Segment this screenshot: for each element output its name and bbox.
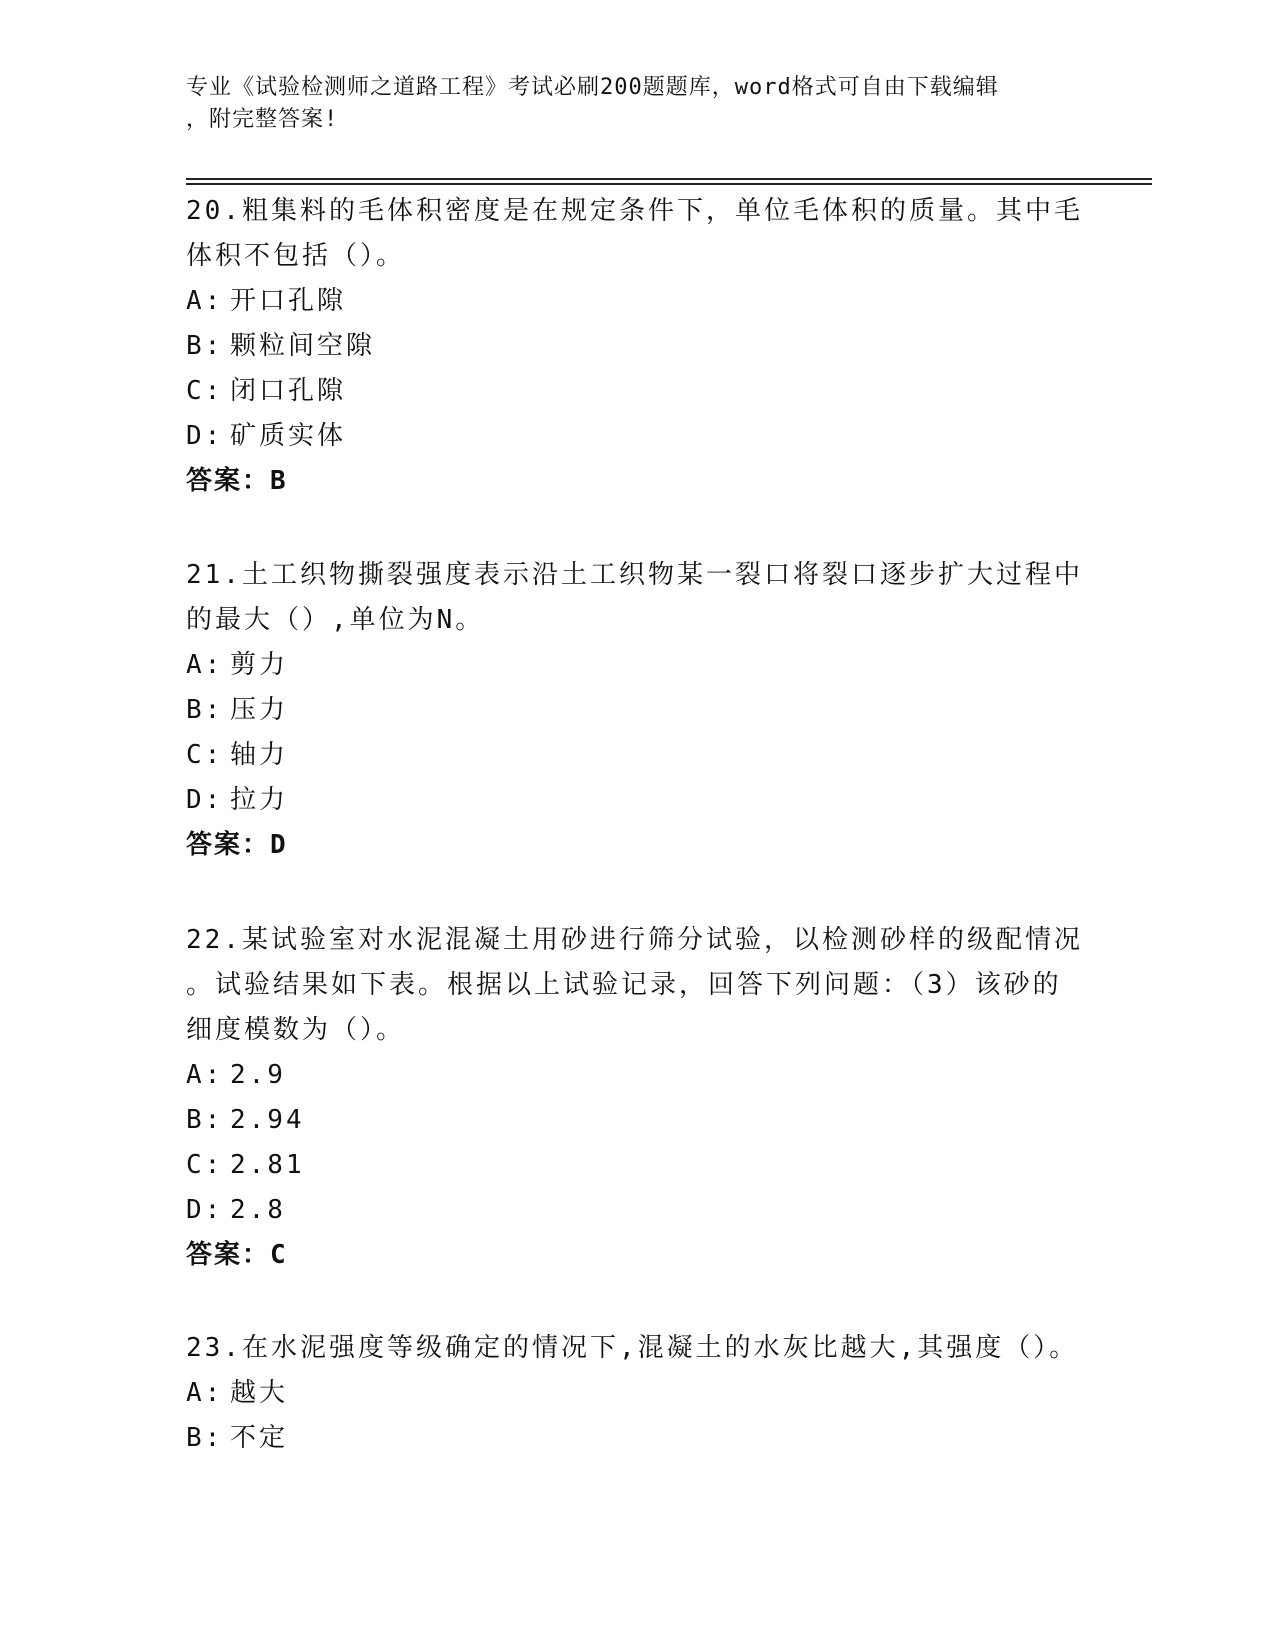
option-text: 2.9 bbox=[230, 1060, 286, 1090]
option-letter: B: bbox=[186, 1105, 224, 1135]
option-text: 颗粒间空隙 bbox=[230, 331, 376, 361]
answer-label: 答案：C bbox=[186, 1240, 288, 1270]
option-b bbox=[186, 688, 1086, 733]
option-c bbox=[186, 733, 1086, 778]
option-text: 拉力 bbox=[230, 785, 289, 815]
question-text: 体积不包括（）。 bbox=[186, 241, 406, 271]
answer-label: 答案：B bbox=[186, 466, 288, 496]
question-text: 。试验结果如下表。根据以上试验记录，回答下列问题：（3）该砂的 bbox=[186, 970, 1062, 1000]
option-a bbox=[186, 1053, 1086, 1098]
option-letter: D: bbox=[186, 1195, 224, 1225]
option-letter: A: bbox=[186, 286, 224, 316]
option-letter: D: bbox=[186, 421, 224, 451]
option-text: 矿质实体 bbox=[230, 421, 347, 451]
question-text: 22.某试验室对水泥混凝土用砂进行筛分试验，以检测砂样的级配情况 bbox=[186, 925, 1083, 955]
option-a bbox=[186, 643, 1086, 688]
option-letter: C: bbox=[186, 1150, 224, 1180]
option-d bbox=[186, 414, 1086, 459]
option-text: 开口孔隙 bbox=[230, 286, 347, 316]
question-21 bbox=[186, 553, 1086, 868]
option-letter: A: bbox=[186, 650, 224, 680]
option-c bbox=[186, 369, 1086, 414]
option-text: 2.8 bbox=[230, 1195, 286, 1225]
option-text: 越大 bbox=[230, 1378, 289, 1408]
option-a bbox=[186, 279, 1086, 324]
option-d bbox=[186, 1188, 1086, 1233]
option-letter: B: bbox=[186, 1423, 224, 1453]
option-b bbox=[186, 324, 1086, 369]
option-text: 2.94 bbox=[230, 1105, 305, 1135]
option-text: 不定 bbox=[230, 1423, 289, 1453]
question-20 bbox=[186, 189, 1086, 504]
option-text: 轴力 bbox=[230, 740, 289, 770]
option-letter: A: bbox=[186, 1060, 224, 1090]
option-text: 压力 bbox=[230, 695, 289, 725]
option-b bbox=[186, 1098, 1086, 1143]
header-divider-bottom bbox=[186, 183, 1152, 185]
option-a bbox=[186, 1371, 1086, 1416]
question-text: 的最大（）,单位为N。 bbox=[186, 605, 485, 635]
question-text: 21.土工织物撕裂强度表示沿土工织物某一裂口将裂口逐步扩大过程中 bbox=[186, 560, 1083, 590]
document-header bbox=[186, 72, 1066, 136]
question-text: 23.在水泥强度等级确定的情况下,混凝土的水灰比越大,其强度（）。 bbox=[186, 1333, 1079, 1363]
option-b bbox=[186, 1416, 1086, 1461]
option-text: 剪力 bbox=[230, 650, 289, 680]
header-title-line-2: ，附完整答案! bbox=[186, 107, 339, 132]
option-letter: C: bbox=[186, 740, 224, 770]
option-letter: B: bbox=[186, 695, 224, 725]
option-letter: D: bbox=[186, 785, 224, 815]
option-letter: B: bbox=[186, 331, 224, 361]
question-text: 细度模数为（）。 bbox=[186, 1015, 406, 1045]
question-text: 20.粗集料的毛体积密度是在规定条件下，单位毛体积的质量。其中毛 bbox=[186, 196, 1083, 226]
option-letter: A: bbox=[186, 1378, 224, 1408]
option-letter: C: bbox=[186, 376, 224, 406]
header-title-line: 专业《试验检测师之道路工程》考试必刷200题题库，word格式可自由下载编辑 bbox=[186, 75, 999, 100]
option-text: 2.81 bbox=[230, 1150, 305, 1180]
answer-label: 答案：D bbox=[186, 830, 288, 860]
option-c bbox=[186, 1143, 1086, 1188]
option-text: 闭口孔隙 bbox=[230, 376, 347, 406]
option-d bbox=[186, 778, 1086, 823]
question-23 bbox=[186, 1326, 1086, 1461]
question-22 bbox=[186, 918, 1086, 1278]
header-divider-top bbox=[186, 178, 1152, 180]
